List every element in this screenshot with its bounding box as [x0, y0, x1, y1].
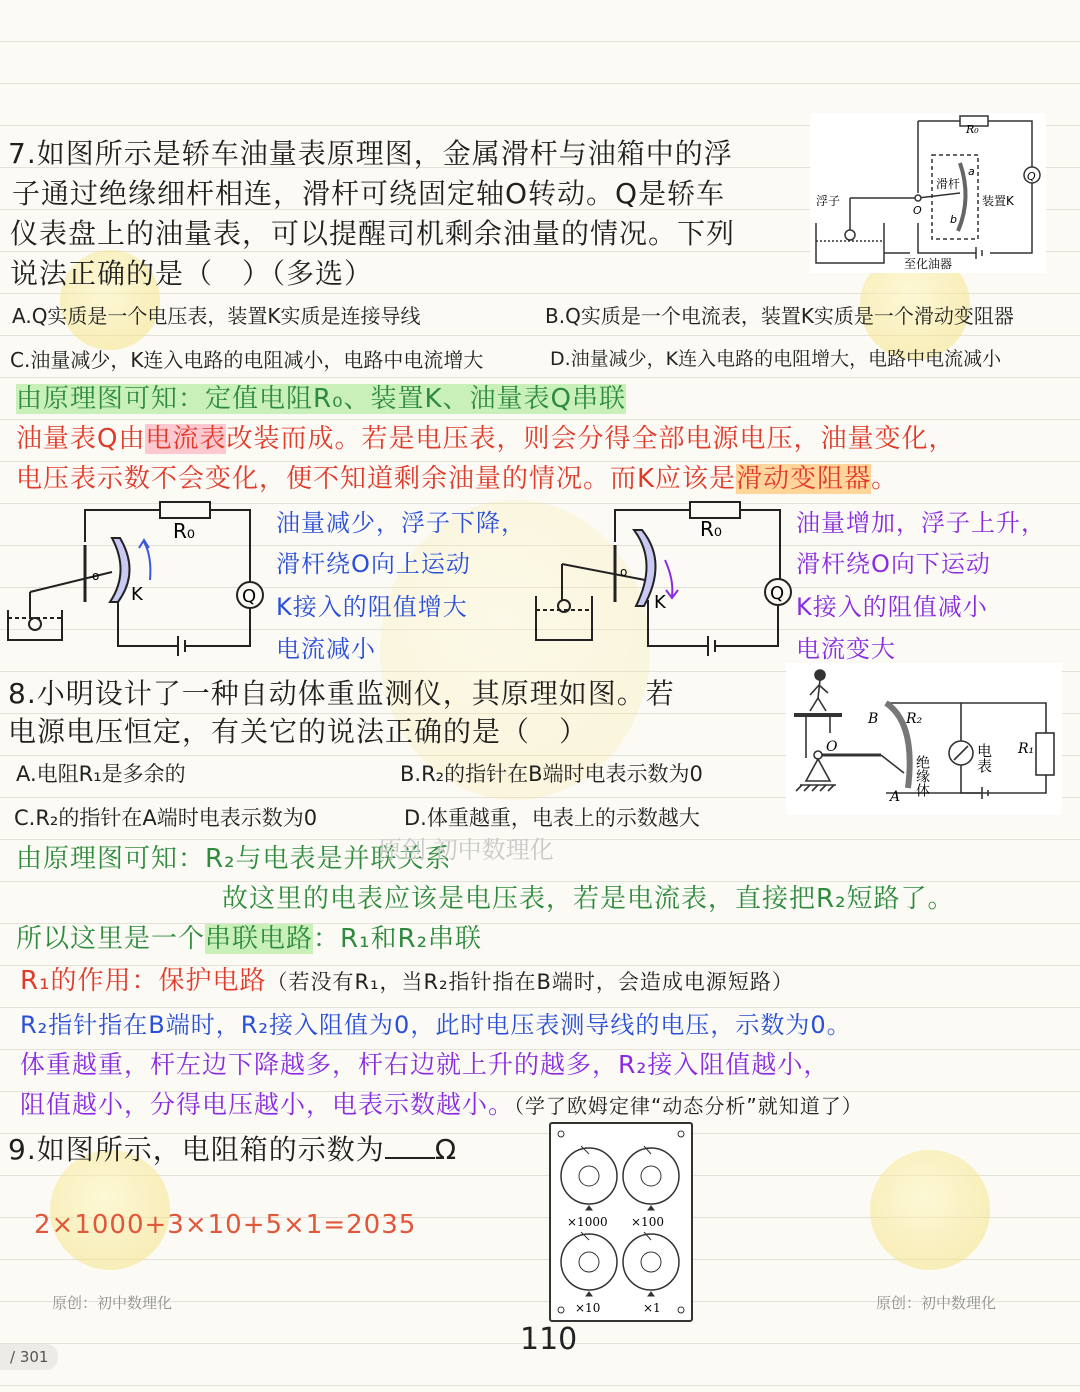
q7-fig-b-label: b	[950, 213, 957, 226]
q8-analysis-r1-reason: （若没有R₁，当R₂指针指在B端时，会造成电源短路）	[266, 970, 794, 994]
q7-sketch-left	[0, 500, 270, 660]
watermark-center: 原创 初中数理化	[378, 836, 554, 864]
q7-analysis-line1	[16, 378, 626, 415]
q9-stem	[8, 1128, 457, 1168]
q7-fig-slide-label: 滑杆	[936, 177, 961, 191]
q8-stem-line2: 电源电压恒定，有关它的说法正确的是（ ）	[8, 715, 589, 748]
q7-sketch-left-r0: R₀	[173, 519, 195, 543]
q8-option-d: D.体重越重，电表上的示数越大	[404, 806, 700, 830]
q8-analysis-line7-b: （学了欧姆定律“动态分析”就知道了）	[514, 1094, 863, 1118]
q7-left-note-2: 滑杆绕O向上运动	[276, 550, 471, 578]
q7-oil-gauge-figure	[810, 113, 1046, 273]
q8-option-b: B.R₂的指针在B端时电表示数为0	[400, 762, 703, 786]
dial-1-label: ×1	[643, 1301, 661, 1315]
q7-analysis-rheostat: 滑动变阻器	[736, 464, 872, 494]
q7-right-note-2: 滑杆绕O向下运动	[796, 550, 991, 578]
q9-resistance-box-figure	[549, 1122, 693, 1322]
q7-fig-to-label: 至化油器	[904, 257, 953, 271]
q7-left-note-4: 电流减小	[276, 635, 376, 663]
watermark-right: 原创：初中数理化	[876, 1294, 997, 1312]
q8-fig-meter: 电表	[975, 743, 993, 773]
q7-fig-o-label: O	[913, 204, 922, 217]
q7-analysis-line1-text: 由原理图可知：定值电阻R₀、装置K、油量表Q串联	[16, 384, 627, 414]
watermark-left: 原创：初中数理化	[52, 1294, 173, 1312]
q7-analysis-line2-c: 改装而成。若是电压表，则会分得全部电源电压，油量变化，	[226, 424, 956, 454]
q7-analysis-line3	[16, 458, 898, 495]
q8-fig-o: O	[826, 739, 838, 755]
q8-analysis-line3-a: 所以这里是一个	[16, 924, 206, 954]
q7-sketch-left-o: o	[92, 569, 100, 583]
q8-analysis-line3-c: ：R₁和R₂串联	[313, 924, 483, 954]
q8-analysis-r1-role: R₁的作用：保护电路	[20, 966, 267, 996]
q7-fig-float-label: 浮子	[816, 194, 841, 208]
q7-stem-line4: 说法正确的是（ ）（多选）	[10, 257, 374, 290]
q7-option-c: C.油量减少，K连入电路的电阻减小，电路中电流增大	[10, 348, 484, 372]
q7-option-d: D.油量减少，K连入电路的电阻增大，电路中电流减小	[550, 348, 1002, 370]
q8-option-c: C.R₂的指针在A端时电表示数为0	[14, 806, 318, 830]
q8-analysis-line7	[20, 1085, 863, 1121]
q7-fig-device-label: 装置K	[982, 194, 1014, 208]
q7-analysis-line2	[16, 418, 956, 455]
page-count-badge: / 301	[0, 1344, 58, 1370]
dial-100-label: ×100	[631, 1215, 664, 1229]
q8-analysis-line7-a: 阻值越小，分得电压越小，电表示数越小。	[20, 1090, 515, 1119]
q7-stem-line3: 仪表盘上的油量表，可以提醒司机剩余油量的情况。下列	[10, 217, 736, 250]
q7-right-note-4: 电流变大	[796, 635, 896, 663]
q7-sketch-right	[530, 500, 800, 660]
q8-analysis-line3	[16, 918, 482, 955]
q8-analysis-line5: R₂指针指在B端时，R₂接入阻值为0，此时电压表测导线的电压，示数为0。	[20, 1011, 852, 1039]
q8-option-a: A.电阻R₁是多余的	[16, 762, 186, 786]
q8-analysis-series: 串联电路	[205, 924, 314, 954]
q7-sketch-right-o: o	[620, 565, 628, 579]
q8-fig-insulator: 绝缘体	[914, 755, 930, 797]
q7-option-a: A.Q实质是一个电压表，装置K实质是连接导线	[12, 304, 421, 328]
q7-left-note-1: 油量减少，浮子下降，	[276, 509, 526, 537]
q7-fig-r0-label: R₀	[966, 123, 979, 136]
q7-sketch-left-q: Q	[242, 586, 257, 607]
q8-fig-r2: R₂	[906, 711, 923, 727]
q9-unit: Ω	[434, 1133, 458, 1166]
q7-right-note-1: 油量增加，浮子上升，	[796, 509, 1046, 537]
q7-analysis-line3-a: 电压表示数不会变化，便不知道剩余油量的情况。而K应该是	[16, 464, 737, 494]
q7-analysis-ammeter: 电流表	[145, 424, 227, 454]
q7-left-note-3: K接入的阻值增大	[276, 593, 468, 621]
watermark-face-icon	[870, 1150, 990, 1270]
q7-sketch-right-r0: R₀	[700, 517, 722, 541]
q7-fig-q-label: Q	[1027, 170, 1036, 183]
q7-sketch-left-k: K	[131, 584, 143, 605]
page-number: 110	[520, 1322, 578, 1357]
q7-right-note-3: K接入的阻值减小	[796, 593, 988, 621]
q7-option-b: B.Q实质是一个电流表，装置K实质是一个滑动变阻器	[545, 304, 1014, 328]
q9-calculation: 2×1000+3×10+5×1=2035	[34, 1210, 417, 1240]
q8-fig-b: B	[868, 711, 879, 727]
q8-stem-line1: 8.小明设计了一种自动体重监测仪，其原理如图。若	[8, 677, 675, 710]
q7-sketch-right-k: K	[654, 592, 666, 613]
q9-stem-text: 9.如图所示，电阻箱的示数为	[8, 1133, 385, 1166]
dial-10-label: ×10	[575, 1301, 601, 1315]
q7-analysis-line3-c: 。	[871, 464, 899, 494]
q8-fig-r1: R₁	[1018, 741, 1035, 757]
q8-analysis-line2: 故这里的电表应该是电压表，若是电流表，直接把R₂短路了。	[222, 884, 955, 914]
dial-1000-label: ×1000	[567, 1215, 608, 1229]
q7-stem-line2: 子通过绝缘细杆相连，滑杆可绕固定轴O转动。Q是轿车	[12, 177, 726, 210]
q8-analysis-line6: 体重越重，杆左边下降越多，杆右边就上升的越多，R₂接入阻值越小，	[20, 1050, 830, 1079]
q7-analysis-line2-a: 油量表Q由	[16, 424, 146, 454]
q8-fig-a: A	[890, 789, 901, 805]
q7-sketch-right-q: Q	[770, 583, 785, 604]
q8-analysis-line1: 由原理图可知：R₂与电表是并联关系	[16, 844, 452, 874]
q7-fig-a-label: a	[968, 165, 975, 178]
q8-analysis-line4	[20, 960, 794, 997]
q8-weight-monitor-figure	[786, 663, 1062, 815]
q7-stem-line1: 7.如图所示是轿车油量表原理图，金属滑杆与油箱中的浮	[8, 137, 733, 170]
